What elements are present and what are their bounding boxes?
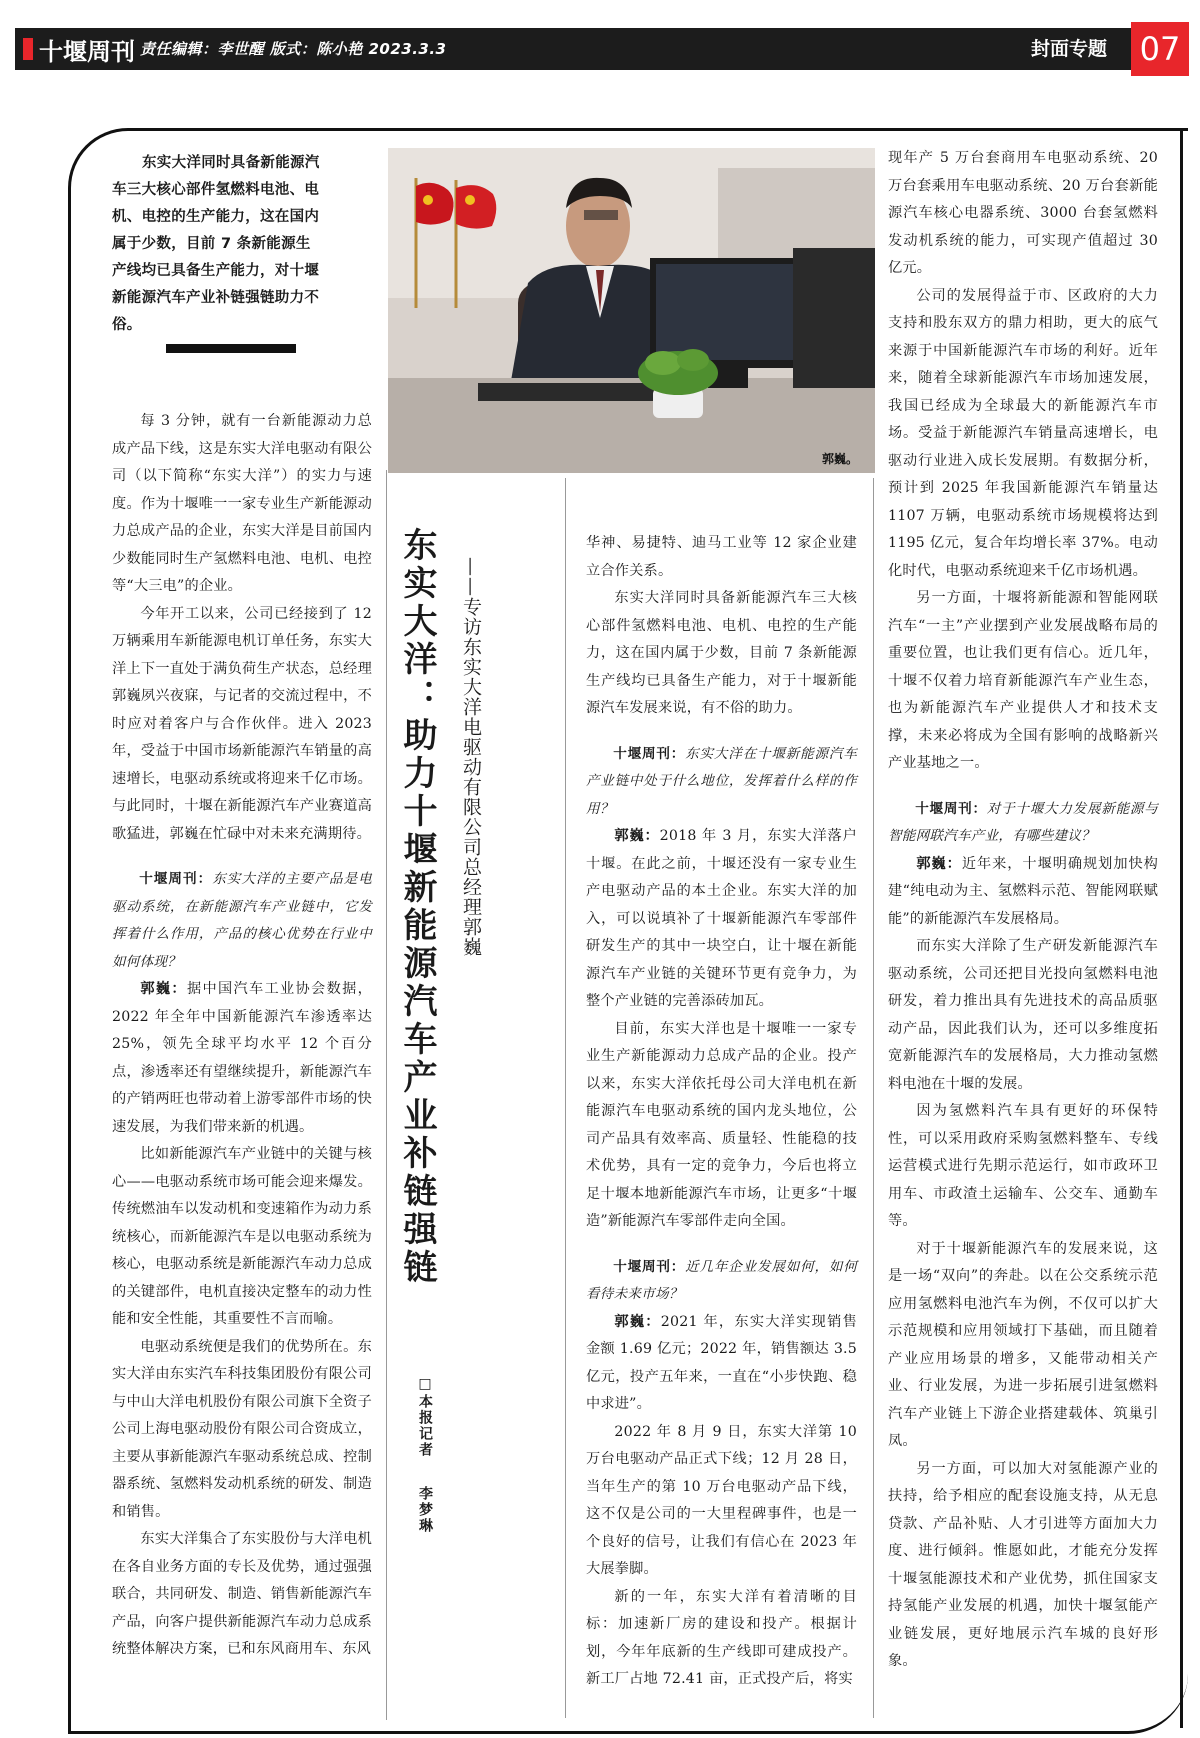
question-text: 东实大洋的主要产品是电驱动系统，在新能源汽车产业链中，它发挥着什么作用，产品的核心优势在行业中如何体现？ (112, 871, 373, 970)
article-column-3 (888, 145, 1158, 1676)
paragraph: 今年开工以来，公司已经接到了 12 万辆乘用车新能源电机订单任务，东实大洋上下一直处于满负荷生产状态，总经理郭巍夙兴夜寐，与记者的交流过程中，不时应对着客户与合作伙伴。进入 2023 年，受益于中国市场新能源汽车销量的高速增长，电驱动系统或将迎来千亿市场。与此同时，十堰在新能源汽车产业赛道高歌猛进，郭巍在忙碌中对未来充满期待。 (112, 605, 372, 842)
section-title: 封面专题 (1030, 38, 1107, 60)
portrait-illustration (388, 148, 875, 473)
interview-question (586, 741, 857, 824)
paragraph: 比如新能源汽车产业链中的关键与核心——电驱动系统市场可能会迎来爆发。传统燃油车以发动机和变速箱作为动力系统核心，而新能源汽车是以电驱动系统为核心，电驱动系统是新能源汽车动力总成的关键部件，电机直接决定整车的动力性能和安全性能，其重要性不言而喻。 (112, 1146, 372, 1327)
question-speaker: 十堰周刊： (613, 1258, 686, 1275)
paragraph: 每 3 分钟，就有一台新能源动力总成产品下线，这是东实大洋电驱动有限公司（以下简称“东实大洋”）的实力与速度。作为十堰唯一一家专业生产新能源动力总成产品的企业，东实大洋是目前国内少数能同时生产氢燃料电池、电机、电控等“大三电”的企业。 (112, 413, 372, 594)
pull-quote-bar (166, 344, 296, 353)
byline-name: 李梦琳 (417, 1486, 433, 1534)
interview-answer (112, 976, 372, 1141)
question-text: 东实大洋在十堰新能源汽车产业链中处于什么地位，发挥着什么样的作用？ (586, 745, 858, 817)
column-divider (565, 478, 566, 1718)
paragraph: 另一方面，可以加大对氢能源产业的扶持，给予相应的配套设施支持，从无息贷款、产品补贴、人才引进等方面加大力度、进行倾斜。惟愿如此，才能充分发挥十堰氢能源技术和产业优势，抓住国家支持氢能产业发展的机遇，加快十堰氢能产业链发展，更好地展示汽车城的良好形象。 (888, 1460, 1158, 1669)
paragraph: 而东实大洋除了生产研发新能源汽车驱动系统，公司还把目光投向氢燃料电池研发，着力推出具有先进技术的高品质驱动产品，因此我们认为，还可以多维度拓宽新能源汽车的发展格局，大力推动氢燃料电池在十堰的发展。 (888, 938, 1158, 1092)
photo-caption: 郭巍。 (822, 452, 859, 466)
paragraph: 公司的发展得益于市、区政府的大力支持和股东双方的鼎力相助，更大的底气来源于中国新能源汽车市场的利好。近年来，随着全球新能源汽车市场加速发展，我国已经成为全球最大的新能源汽车市场。受益于新能源汽车销量高速增长，电驱动行业进入成长发展期。有数据分析，预计到 2025 年我国新能源汽车销量达 1107 万辆，电驱动系统市场规模将达到 1195 亿元，复合年均增长率 37%。电动化时代，电驱动系统迎来千亿市场机遇。 (888, 287, 1158, 579)
paragraph: 现年产 5 万台套商用车电驱动系统、20 万台套乘用车电驱动系统、20 万台套新能源汽车核心电器系统、3000 台套氢燃料发动机系统的能力，可实现产值超过 30 亿元。 (888, 150, 1158, 276)
paragraph: 新的一年，东实大洋有着清晰的目标：加速新厂房的建设和投产。根据计划，今年年底新的生产线即可建成投产。新工厂占地 72.41 亩，正式投产后，将实 (586, 1588, 857, 1687)
article-column-1 (112, 408, 372, 1664)
question-speaker: 十堰周刊： (915, 800, 987, 817)
portrait-photo (388, 148, 875, 473)
masthead-logo (23, 28, 135, 70)
answer-speaker: 郭巍： (140, 981, 187, 997)
question-text: 近几年企业发展如何，如何看待未来市场？ (586, 1258, 858, 1302)
paragraph: 另一方面，十堰将新能源和智能网联汽车“一主”产业摆到产业发展战略布局的重要位置，也让我们更有信心。近几年，十堰不仅着力培育新能源汽车产业生态，也为新能源汽车产业提供人才和技术支撑，未来必将成为全国有影响的战略新兴产业基地之一。 (888, 590, 1158, 771)
answer-speaker: 郭巍： (614, 828, 660, 844)
answer-text: 据中国汽车工业协会数据，2022 年全年中国新能源汽车渗透率达 25%，领先全球平均水平 12 个百分点，渗透率还有望继续提升，新能源汽车的产销两旺也带动着上游零部件市场的快速发展，为我们带来新的机遇。 (112, 981, 372, 1135)
paragraph: 对于十堰新能源汽车的发展来说，这是一场“双向”的奔赴。以在公交系统示范应用氢燃料电池汽车为例，不仅可以扩大示范规模和应用领域打下基础，而且随着产业应用场景的增多，又能带动相关产业、行业发展，为进一步拓展引进氢燃料汽车产业链上下游企业搭建载体、筑巢引凤。 (888, 1240, 1158, 1449)
editor-meta: 责任编辑：李世醒 版式：陈小艳 2023.3.3 (140, 40, 447, 58)
masthead-red-block (23, 38, 33, 60)
question-speaker: 十堰周刊： (613, 745, 686, 762)
interview-answer (586, 1309, 857, 1419)
article-subtitle: ——专访东实大洋电驱动有限公司总经理郭巍 (460, 557, 482, 957)
paragraph: 东实大洋集合了东实股份与大洋电机在各自业务方面的专长及优势，通过强强联合，共同研发、制造、销售新能源汽车产品，向客户提供新能源汽车动力总成系统整体解决方案，已和东风商用车、东风 (112, 1531, 372, 1657)
paragraph: 因为氢燃料汽车具有更好的环保特性，可以采用政府采购氢燃料整车、专线运营模式进行先期示范运行，如市政环卫用车、市政渣土运输车、公交车、通勤车等。 (888, 1103, 1158, 1229)
article-column-2 (586, 530, 857, 1694)
question-speaker: 十堰周刊： (139, 871, 213, 887)
paragraph: 目前，东实大洋也是十堰唯一一家专业生产新能源动力总成产品的企业。投产以来，东实大洋依托母公司大洋电机在新能源汽车电驱动系统的国内龙头地位，公司产品具有效率高、质量轻、性能稳的技术优势，具有一定的竞争力，今后也将立足十堰本地新能源汽车市场，让更多“十堰造”新能源汽车零部件走向全国。 (586, 1020, 857, 1229)
answer-text: 2018 年 3 月，东实大洋落户十堰。在此之前，十堰还没有一家专业生产电驱动产品的本土企业。东实大洋的加入，可以说填补了十堰新能源汽车零部件研发生产的其中一块空白，让十堰在新能源汽车产业链的关键环节更有竞争力，为整个产业链的完善添砖加瓦。 (586, 828, 857, 1009)
byline-prefix: □本报记者 (417, 1376, 433, 1458)
page-number: 07 (1131, 22, 1189, 76)
masthead-title: 十堰周刊 (39, 36, 135, 66)
article-title: 东实大洋：助力十堰新能源汽车产业补链强链 (397, 527, 437, 1287)
interview-question (586, 1254, 857, 1309)
column-divider (386, 470, 387, 1720)
question-text: 对于十堰大力发展新能源与智能网联汽车产业，有哪些建议？ (888, 800, 1159, 844)
interview-answer (586, 823, 857, 1016)
page-header (15, 28, 1185, 70)
article-frame-right (1180, 128, 1183, 1728)
answer-speaker: 郭巍： (614, 1313, 661, 1330)
interview-answer (888, 851, 1158, 934)
interview-question (888, 796, 1158, 851)
paragraph: 2022 年 8 月 9 日，东实大洋第 10 万台电驱动产品正式下线；12 月 28 日，当年生产的第 10 万台电驱动产品下线，这不仅是公司的一大里程碑事件，也是一个良好的信号，让我们有信心在 2023 年大展拳脚。 (586, 1423, 857, 1577)
column-divider (873, 478, 874, 1718)
answer-text: 2021 年，东实大洋实现销售金额 1.69 亿元；2022 年，销售额达 3.5 亿元，投产五年来，一直在“小步快跑、稳中求进”。 (586, 1313, 857, 1412)
paragraph: 东实大洋同时具备新能源汽车三大核心部件氢燃料电池、电机、电控的生产能力，这在国内属于少数，目前 7 条新能源生产线均已具备生产能力，对于十堰新能源汽车发展来说，有不俗的助力。 (586, 590, 857, 716)
paragraph: 华神、易捷特、迪马工业等 12 家企业建立合作关系。 (586, 535, 857, 579)
answer-text: 近年来，十堰明确规划加快构建“纯电动为主、氢燃料示范、智能网联赋能”的新能源汽车发展格局。 (888, 855, 1158, 927)
interview-question (112, 866, 372, 976)
answer-speaker: 郭巍： (916, 855, 962, 872)
pull-quote: 东实大洋同时具备新能源汽车三大核心部件氢燃料电池、电机、电控的生产能力，这在国内属于少数，目前 7 条新能源生产线均已具备生产能力，对十堰新能源汽车产业补链强链助力不俗。 (112, 155, 320, 333)
paragraph: 电驱动系统便是我们的优势所在。东实大洋由东实汽车科技集团股份有限公司与中山大洋电机股份有限公司旗下全资子公司上海电驱动股份有限公司合资成立，主要从事新能源汽车驱动系统总成、控制器系统、氢燃料发动机系统的研发、制造和销售。 (112, 1338, 372, 1520)
